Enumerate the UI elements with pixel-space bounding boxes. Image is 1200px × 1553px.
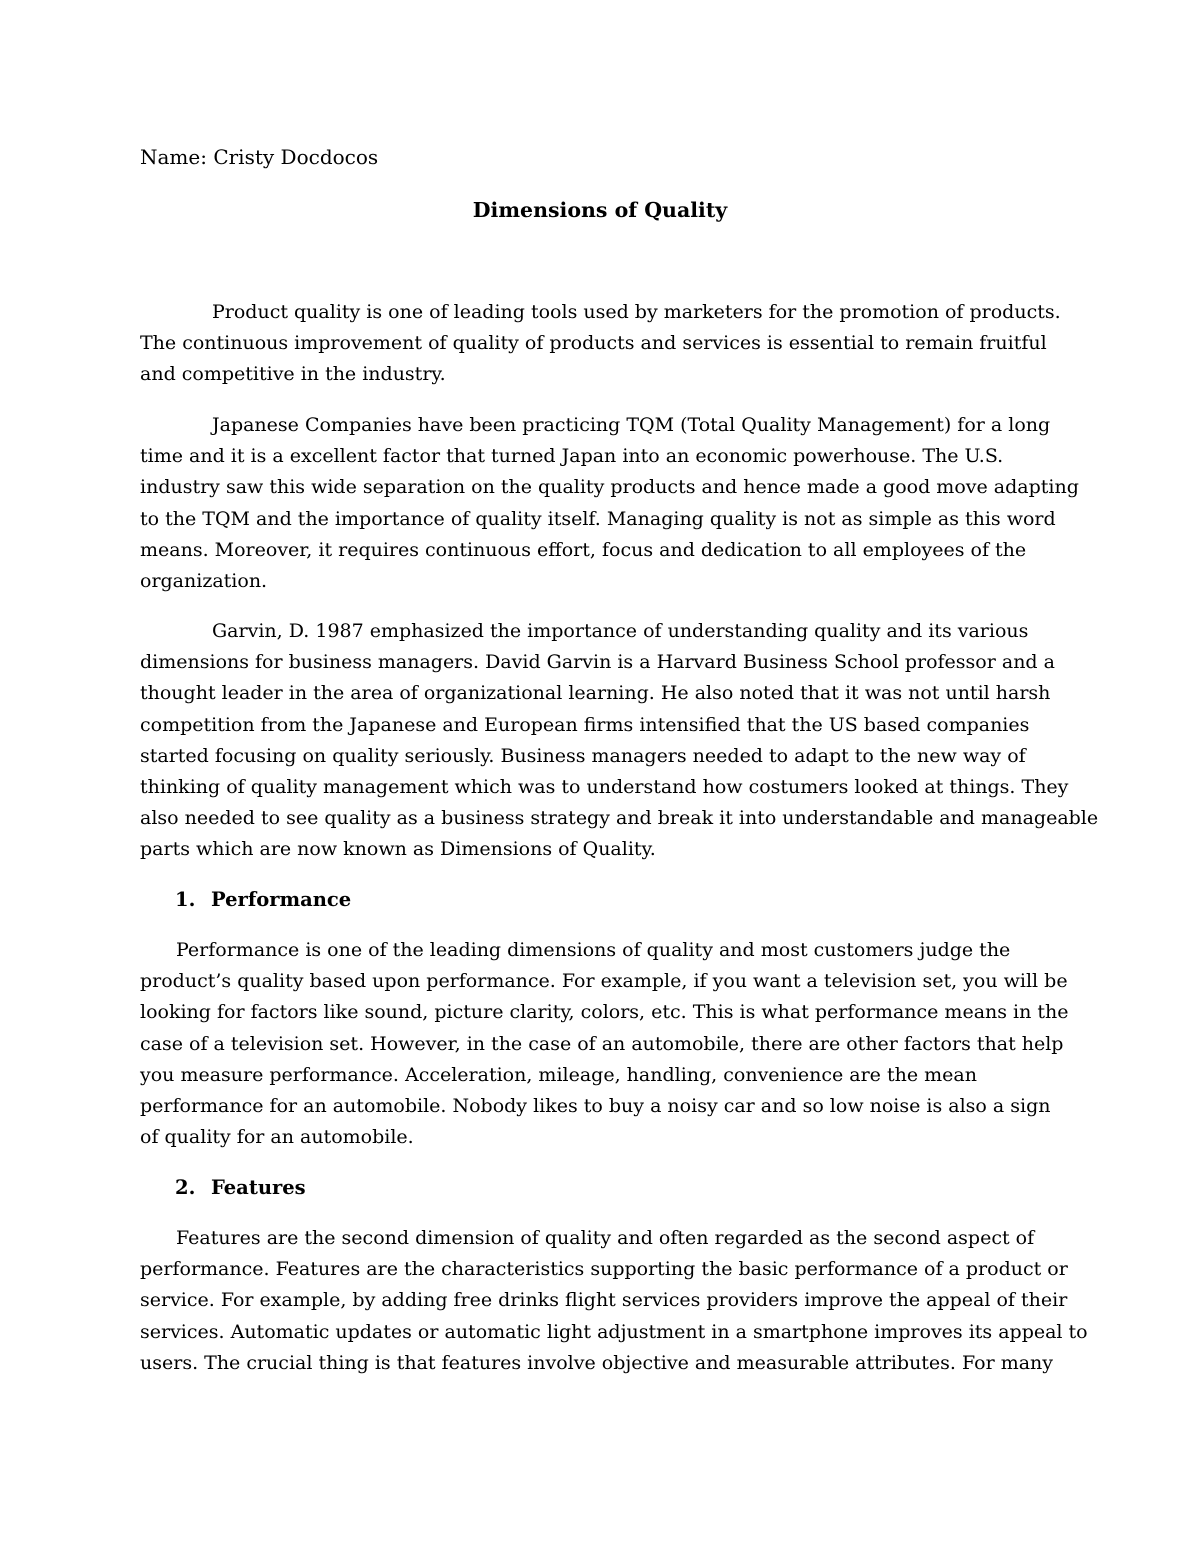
paragraph-line: to the TQM and the importance of quality itself. Managing quality is not as simple as this word <box>140 507 1056 530</box>
paragraph-line: you measure performance. Acceleration, mileage, handling, convenience are the mean <box>140 1063 977 1086</box>
paragraph-line: means. Moreover, it requires continuous effort, focus and dedication to all employees of the <box>140 538 1027 561</box>
paragraph-line: Product quality is one of leading tools used by marketers for the promotion of products. <box>212 301 1061 323</box>
paragraph-garvin <box>140 616 1099 866</box>
paragraph-line: service. For example, by adding free drinks flight services providers improve the appeal of their <box>140 1289 1068 1312</box>
paragraph-line: also needed to see quality as a business strategy and break it into understandable and manageable <box>140 807 1099 830</box>
paragraph-tqm <box>140 410 1079 597</box>
section-title: Performance <box>211 888 352 911</box>
paragraph-line: Japanese Companies have been practicing TQM (Total Quality Management) for a long <box>212 414 1051 436</box>
paragraph-line: The continuous improvement of quality of products and services is essential to remain fruitful <box>140 332 1047 355</box>
section-heading-features <box>175 1174 306 1202</box>
paragraph-line: Garvin, D. 1987 emphasized the importance of understanding quality and its various <box>212 620 1029 642</box>
paragraph-line: and competitive in the industry. <box>140 363 446 386</box>
paragraph-line: competition from the Japanese and European firms intensified that the US based companies <box>140 713 1030 736</box>
paragraph-line: Performance is one of the leading dimensions of quality and most customers judge the <box>176 939 1011 961</box>
paragraph-line: looking for factors like sound, picture clarity, colors, etc. This is what performance means in the <box>140 1001 1069 1024</box>
paragraph-line: dimensions for business managers. David Garvin is a Harvard Business School professor and a <box>140 651 1055 674</box>
paragraph-features <box>140 1223 1088 1379</box>
author-name: Name: Cristy Docdocos <box>140 145 379 169</box>
paragraph-line: performance. Features are the characteristics supporting the basic performance of a product or <box>140 1258 1068 1281</box>
section-number: 1. <box>175 888 196 911</box>
paragraph-line: thought leader in the area of organizational learning. He also noted that it was not until harsh <box>140 682 1051 705</box>
paragraph-line: parts which are now known as Dimensions of Quality. <box>140 838 656 861</box>
paragraph-line: started focusing on quality seriously. Business managers needed to adapt to the new way of <box>140 744 1026 767</box>
document-title: Dimensions of Quality <box>472 198 728 222</box>
paragraph-line: organization. <box>140 570 268 593</box>
paragraph-intro <box>140 297 1065 391</box>
paragraph-line: industry saw this wide separation on the quality products and hence made a good move adapting <box>140 476 1079 499</box>
section-title: Features <box>211 1176 306 1199</box>
paragraph-line: thinking of quality management which was to understand how costumers looked at things. They <box>140 776 1069 799</box>
paragraph-performance <box>140 935 1069 1153</box>
paragraph-line: product’s quality based upon performance. For example, if you want a television set, you will be <box>140 970 1068 993</box>
paragraph-line: performance for an automobile. Nobody likes to buy a noisy car and so low noise is also a sign <box>140 1095 1051 1118</box>
paragraph-line: of quality for an automobile. <box>140 1126 414 1149</box>
paragraph-line: time and it is a excellent factor that turned Japan into an economic powerhouse. The U.S. <box>140 445 1004 468</box>
paragraph-line: services. Automatic updates or automatic light adjustment in a smartphone improves its appeal to <box>140 1320 1088 1343</box>
paragraph-line: users. The crucial thing is that features involve objective and measurable attributes. For many <box>140 1351 1054 1374</box>
section-heading-performance <box>175 886 351 914</box>
section-number: 2. <box>175 1176 196 1199</box>
paragraph-line: Features are the second dimension of quality and often regarded as the second aspect of <box>176 1227 1035 1249</box>
paragraph-line: case of a television set. However, in the case of an automobile, there are other factors that help <box>140 1032 1064 1055</box>
